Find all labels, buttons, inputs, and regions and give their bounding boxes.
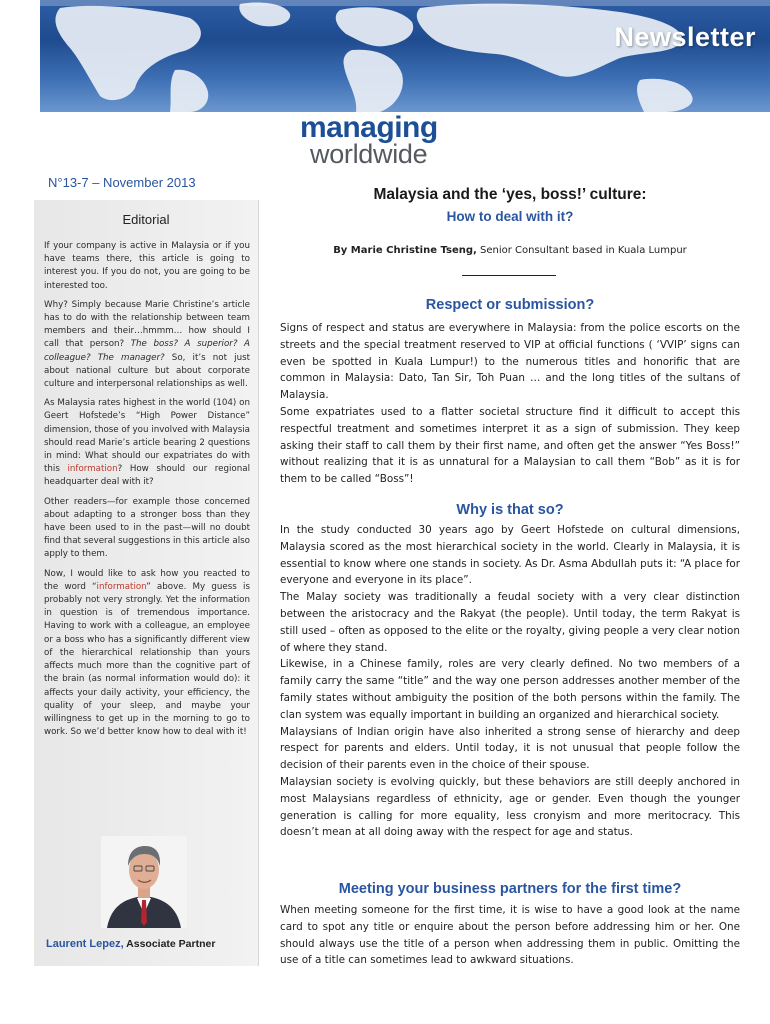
author-portrait [101, 836, 187, 928]
editorial-text [44, 240, 250, 745]
section-body [280, 522, 740, 841]
editorial-paragraph: If your company is active in Malaysia or if you have teams there, this article is going to interest you. If you do not, you are going to be interested too. [44, 241, 250, 291]
world-map-image [40, 0, 770, 112]
banner-title: Newsletter [614, 22, 756, 52]
article-subtitle: How to deal with it? [446, 209, 574, 224]
body-paragraph: Some expatriates used to a flatter societal structure find it difficult to accept this respectful treatment and sometimes interpret it as a sign of submission. They keep asking their staff to call them by their first name, and often get the answer “Yes Boss!” without realizing that it is as unnatural for a Malaysian to call them “Bob” as it is for them to be called “Boss”! [280, 405, 740, 486]
newsletter-banner [40, 0, 770, 112]
editorial-paragraph [44, 397, 250, 489]
editorial-signature [46, 938, 256, 950]
editorial-italic-run: The boss? A superior? A colleague? The manager? [44, 339, 250, 363]
editorial-sidebar [34, 200, 259, 966]
section-body [280, 320, 740, 488]
editorial-paragraph [44, 299, 250, 391]
issue-number: N°13-7 – November 2013 [48, 175, 196, 190]
author-name: Laurent Lepez, [46, 938, 124, 950]
section-body [280, 902, 740, 969]
editorial-text-run: As Malaysia rates highest in the world (104) on Geert Hofstede’s “High Power Distance” dimension, those of you involved with Malaysia should read Marie’s article bearing 2 questions in mind: What should our expatriates do with this [44, 398, 250, 475]
section-heading: Respect or submission? [425, 297, 595, 313]
author-role: Associate Partner [123, 938, 216, 950]
editorial-paragraph [44, 568, 250, 740]
editorial-text-run: Now, I would like to ask how you reacted to the word “ [44, 568, 250, 592]
body-paragraph: Malaysians of Indian origin have also inherited a strong sense of hierarchy and deep respect for parents and elders. Until today, it is not unusual that people follow the decision of their parents even in the choice of their spouse. [280, 725, 740, 772]
body-paragraph: Likewise, in a Chinese family, roles are very clearly defined. No two members of a family carry the same “title” and the way one person addresses another member of the family states without ambiguity the position of the both persons within the family. The clan system was equally important in building an organized and hierarchical society. [280, 658, 740, 721]
logo-line1: managing [300, 111, 438, 144]
article-title: Malaysia and the ‘yes, boss!’ culture: [373, 186, 647, 203]
editorial-text-run: ” above. My guess is probably not very strongly. Yet the information in question is of tremendous importance. Having to work with a colleague, an employee or a boss who has a significantly different view of the hierarchical relationship than yours affects much more than the cognitive part of the brain (as normal information would do): it affects your daily activity, your efficiency, the quality of your sleep, and maybe your willingness to get up in the morning to go to work. So we’d better know how to deal with it! [44, 581, 250, 738]
editorial-text-run: So, it’s not just about national culture but about corporate culture and interpersonal relationships as well. [44, 352, 251, 390]
body-paragraph: In the study conducted 30 years ago by Geert Hofstede on cultural dimensions, Malaysia scored as the most hierarchical society in the world. Clearly in Malaysia, it is essential to know where one stands in society. As Dr. Asma Abdullah puts it: “A place for everyone and everyone in its place”. [280, 524, 740, 587]
body-paragraph: Malaysian society is evolving quickly, but these behaviors are still deeply anchored in most Malaysians regardless of ethnicity, age or gender. Even though the younger generation is calling for more equality, less cronyism and more meritocracy. This doesn’t mean at all doing away with the respect for age and status. [280, 775, 740, 839]
highlight-word: information [96, 581, 147, 592]
editorial-title: Editorial [122, 212, 170, 227]
editorial-paragraph: Other readers—for example those concerned about adapting to a stronger boss than they have been used to in the past—will no doubt find that several suggestions in this article also apply to them. [44, 496, 250, 560]
body-paragraph: Signs of respect and status are everywhere in Malaysia: from the police escorts on the streets and the special treatment reserved to VIP at official functions ( ‘VVIP’ signs can even be spotted in Kuala Lumpur!) to the numerous titles and honorific that are common in Malaysia: Dato, Tan Sir, Toh Puan … and the long titles of the sultans of Malaysia. [280, 322, 740, 402]
byline-author: By Marie Christine Tseng, [333, 245, 477, 256]
logo-line2: worldwide [310, 139, 428, 169]
byline-role: Senior Consultant based in Kuala Lumpur [476, 245, 687, 256]
portrait-image [101, 836, 187, 928]
divider [462, 275, 556, 276]
editorial-text-run: Why? Simply because Marie Christine’s article has to do with the relationship between team members and their…hmmm… how should I call that person? [44, 299, 250, 350]
article-byline [280, 245, 740, 256]
editorial-text-run: ? How should our regional headquarter deal with it? [44, 464, 250, 488]
body-paragraph: The Malay society was traditionally a feudal society with a very clear distinction between the aristocracy and the Rakyat (the people). Until today, the term Rakyat is still used – often as opposed to the elite or the royalty, giving people a very clear notion of where they stand. [280, 591, 740, 654]
highlight-word: information [67, 464, 118, 475]
section-heading: Why is that so? [456, 502, 564, 518]
section-heading: Meeting your business partners for the first time? [338, 881, 682, 897]
company-logo [300, 112, 480, 168]
body-paragraph: When meeting someone for the first time, it is wise to have a good look at the name card to spot any title or enquire about the person before addressing him or her. One should always use the title of a person when addressing them in public. Omitting the use of a title can sometimes lead to awkward situations. [280, 904, 740, 967]
